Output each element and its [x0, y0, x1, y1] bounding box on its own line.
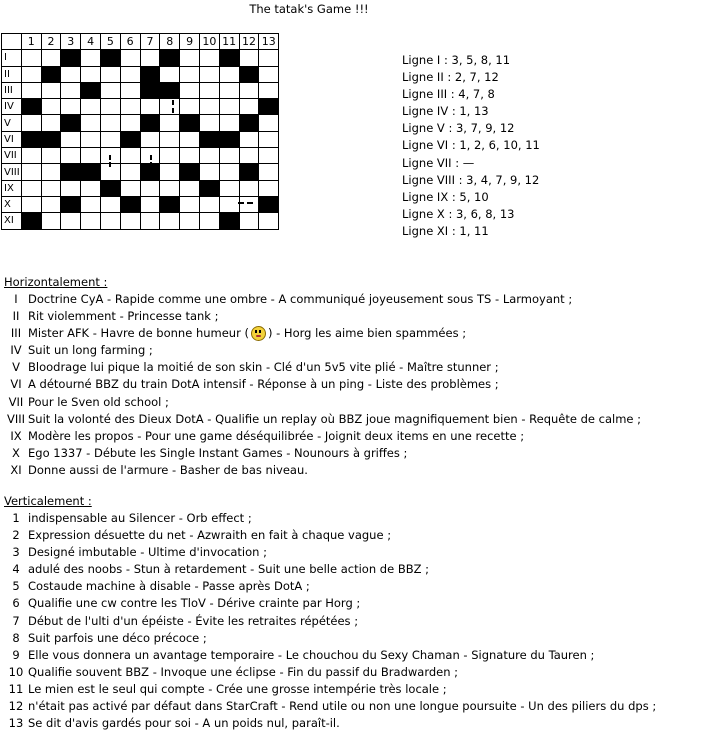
- clue-item: [4, 715, 656, 732]
- grid-cell[interactable]: [100, 115, 120, 131]
- clue-item: [4, 647, 656, 664]
- grid-cell[interactable]: [140, 131, 160, 147]
- black-cell: [219, 131, 239, 147]
- clue-item: [4, 664, 656, 681]
- dash-separator: [172, 108, 174, 113]
- grid-cell[interactable]: [239, 180, 259, 196]
- clue-number: VIII: [6, 411, 26, 426]
- grid-cell[interactable]: [239, 82, 259, 98]
- grid-cell[interactable]: [41, 213, 61, 229]
- clue-text: Mister AFK - Havre de bonne humeur (: [28, 326, 249, 341]
- clue-number: 5: [12, 579, 20, 594]
- clue-text: Le mien est le seul qui compte - Crée une grosse intempérie très locale ;: [28, 681, 447, 696]
- clue-text: Suit parfois une déco précoce ;: [28, 630, 207, 645]
- black-cell: [180, 115, 200, 131]
- grid-cell[interactable]: [180, 131, 200, 147]
- clue-item: [4, 411, 641, 428]
- black-cell: [61, 164, 81, 180]
- clue-number: 13: [8, 716, 24, 731]
- clue-text: Qualifie une cw contre les TloV - Dérive crainte par Horg ;: [28, 596, 361, 611]
- clue-number: 3: [12, 545, 20, 560]
- clue-item: [4, 527, 656, 544]
- grid-cell[interactable]: [239, 131, 259, 147]
- black-cell: [81, 82, 101, 98]
- clue-text: Modère les propos - Pour une game déséquilibrée - Joignit deux items en une recette ;: [28, 428, 525, 443]
- grid-cell[interactable]: [81, 131, 101, 147]
- clue-text: Suit un long farming ;: [28, 343, 153, 358]
- column-header: 9: [180, 34, 200, 50]
- clue-number: 8: [12, 630, 20, 645]
- row-header: II: [2, 66, 22, 82]
- row-header: III: [2, 82, 22, 98]
- row-header: X: [2, 196, 22, 212]
- grid-cell[interactable]: [259, 50, 279, 66]
- grid-cell[interactable]: [100, 213, 120, 229]
- black-cell: [219, 50, 239, 66]
- clue-number: 6: [12, 596, 20, 611]
- clue-item: [4, 578, 656, 595]
- column-header: 8: [160, 34, 180, 50]
- grid-cell[interactable]: [180, 99, 200, 115]
- grid-cell[interactable]: [81, 115, 101, 131]
- column-header: 6: [120, 34, 140, 50]
- black-cell: [259, 99, 279, 115]
- clue-item: [4, 359, 641, 376]
- grid-cell[interactable]: [180, 66, 200, 82]
- black-cell: [81, 164, 101, 180]
- ligne-item: Ligne X : 3, 6, 8, 13: [402, 206, 515, 221]
- row-header: VII: [2, 148, 22, 164]
- grid-cell[interactable]: [180, 50, 200, 66]
- grid-cell[interactable]: [259, 66, 279, 82]
- clue-item: [4, 544, 656, 561]
- grid-cell[interactable]: [120, 66, 140, 82]
- clue-number: X: [12, 445, 20, 460]
- black-cell: [21, 213, 41, 229]
- grid-cell[interactable]: [140, 196, 160, 212]
- ligne-item: Ligne I : 3, 5, 8, 11: [402, 53, 511, 67]
- black-cell: [21, 131, 41, 147]
- column-header: 3: [61, 34, 81, 50]
- grid-cell[interactable]: [219, 82, 239, 98]
- clue-item: [4, 445, 641, 462]
- clue-item: [4, 630, 656, 647]
- grid-cell[interactable]: [120, 82, 140, 98]
- grid-cell[interactable]: [120, 115, 140, 131]
- grid-cell[interactable]: [21, 180, 41, 196]
- clue-text: Doctrine CyA - Rapide comme une ombre - A communiqué joyeusement sous TS - Larmoyant ;: [28, 292, 573, 306]
- clue-number: VI: [10, 377, 22, 392]
- grid-cell[interactable]: [81, 180, 101, 196]
- grid-cell[interactable]: [219, 66, 239, 82]
- clue-number: I: [14, 292, 18, 306]
- grid-cell[interactable]: [61, 213, 81, 229]
- grid-cell[interactable]: [259, 164, 279, 180]
- crossword-grid: [1, 33, 279, 230]
- grid-cell[interactable]: [41, 180, 61, 196]
- grid-cell[interactable]: [41, 82, 61, 98]
- grid-cell[interactable]: [81, 66, 101, 82]
- grid-cell[interactable]: [61, 148, 81, 164]
- smiley-face-icon: [251, 326, 266, 341]
- clue-item: [4, 428, 641, 445]
- row-header: VIII: [2, 164, 22, 180]
- grid-cell[interactable]: [140, 50, 160, 66]
- grid-cell[interactable]: [180, 213, 200, 229]
- grid-cell[interactable]: [219, 164, 239, 180]
- grid-cell[interactable]: [259, 82, 279, 98]
- grid-cell[interactable]: [120, 180, 140, 196]
- clue-number: VII: [8, 394, 24, 409]
- grid-cell[interactable]: [61, 99, 81, 115]
- grid-cell[interactable]: [61, 180, 81, 196]
- grid-cell[interactable]: [120, 99, 140, 115]
- dash-separator: [150, 155, 152, 160]
- column-header: 5: [100, 34, 120, 50]
- grid-cell[interactable]: [41, 164, 61, 180]
- clue-text: n'était pas activé par défaut dans StarCraft - Rend utile ou non une longue poursuite - Un des piliers du dps ;: [28, 699, 657, 714]
- black-cell: [140, 115, 160, 131]
- grid-cell[interactable]: [199, 82, 219, 98]
- grid-cell[interactable]: [239, 196, 259, 212]
- dash-separator: [247, 202, 253, 204]
- grid-cell[interactable]: [100, 66, 120, 82]
- grid-cell[interactable]: [239, 213, 259, 229]
- black-cell: [61, 196, 81, 212]
- clue-number: 11: [8, 681, 24, 696]
- black-cell: [199, 131, 219, 147]
- black-cell: [61, 115, 81, 131]
- grid-cell[interactable]: [21, 196, 41, 212]
- grid-cell[interactable]: [199, 50, 219, 66]
- clue-number: IX: [10, 428, 22, 443]
- ligne-item: Ligne V : 3, 7, 9, 12: [402, 121, 515, 136]
- grid-cell[interactable]: [120, 50, 140, 66]
- grid-cell[interactable]: [180, 180, 200, 196]
- black-cell: [41, 131, 61, 147]
- clue-item: [4, 394, 641, 411]
- grid-cell[interactable]: [180, 148, 200, 164]
- horizontal-clues: [4, 274, 641, 479]
- black-cell: [61, 50, 81, 66]
- grid-cell[interactable]: [239, 50, 259, 66]
- grid-cell[interactable]: [180, 196, 200, 212]
- grid-cell[interactable]: [100, 82, 120, 98]
- page-title: The tatak's Game !!!: [249, 2, 369, 16]
- vertical-clues: [4, 493, 656, 732]
- grid-cell[interactable]: [160, 164, 180, 180]
- clue-item: [4, 291, 641, 308]
- ligne-item: Ligne XI : 1, 11: [402, 223, 489, 238]
- grid-cell[interactable]: [199, 148, 219, 164]
- grid-cell[interactable]: [199, 99, 219, 115]
- grid-cell[interactable]: [81, 50, 101, 66]
- grid-cell[interactable]: [219, 180, 239, 196]
- clue-number: III: [10, 326, 22, 341]
- clue-item: [4, 698, 656, 715]
- grid-cell[interactable]: [100, 99, 120, 115]
- grid-cell[interactable]: [160, 99, 180, 115]
- grid-cell[interactable]: [199, 196, 219, 212]
- dash-separator: [150, 162, 152, 167]
- clue-number: 9: [12, 647, 20, 662]
- clue-text: Suit la volonté des Dieux DotA - Qualifie un replay où BBZ joue magnifiquement bien - Requête de calme ;: [28, 411, 641, 426]
- grid-cell[interactable]: [239, 99, 259, 115]
- grid-cell[interactable]: [160, 66, 180, 82]
- row-header: XI: [2, 213, 22, 229]
- clue-item: [4, 681, 656, 698]
- black-cell: [239, 115, 259, 131]
- clue-item: [4, 510, 656, 527]
- black-cell: [199, 180, 219, 196]
- ligne-item: Ligne VII : —: [402, 155, 475, 170]
- ligne-item: Ligne VI : 1, 2, 6, 10, 11: [402, 138, 540, 153]
- clue-text: Se dit d'avis gardés pour soi - A un poids nul, paraît-il.: [28, 716, 340, 731]
- vertical-heading: Verticalement :: [4, 494, 92, 508]
- grid-cell[interactable]: [41, 99, 61, 115]
- row-header: IX: [2, 180, 22, 196]
- grid-cell[interactable]: [41, 50, 61, 66]
- horizontal-heading: Horizontalement :: [4, 275, 108, 289]
- grid-cell[interactable]: [140, 180, 160, 196]
- black-cell: [120, 131, 140, 147]
- grid-cell[interactable]: [41, 196, 61, 212]
- grid-cell[interactable]: [61, 66, 81, 82]
- dash-separator: [109, 162, 111, 167]
- grid-cell[interactable]: [81, 99, 101, 115]
- clue-text: A détourné BBZ du train DotA intensif - Réponse à un ping - Liste des problèmes ;: [28, 377, 499, 392]
- black-cell: [239, 66, 259, 82]
- column-header: 4: [81, 34, 101, 50]
- black-cell: [21, 99, 41, 115]
- clue-text: Rit violemment - Princesse tank ;: [28, 309, 219, 324]
- grid-cell[interactable]: [21, 82, 41, 98]
- grid-cell[interactable]: [259, 213, 279, 229]
- grid-cell[interactable]: [21, 164, 41, 180]
- black-cell: [120, 196, 140, 212]
- clue-text: Donne aussi de l'armure - Basher de bas niveau.: [28, 462, 308, 477]
- black-cell: [239, 164, 259, 180]
- grid-cell[interactable]: [81, 148, 101, 164]
- clue-text-continued: ) - Horg les aime bien spammées ;: [267, 326, 467, 341]
- grid-cell[interactable]: [259, 115, 279, 131]
- clue-number: IV: [10, 343, 22, 358]
- black-cell: [100, 50, 120, 66]
- grid-cell[interactable]: [81, 196, 101, 212]
- grid-cell[interactable]: [160, 115, 180, 131]
- clue-text: Expression désuette du net - Azwraith en fait à chaque vague ;: [28, 528, 392, 543]
- ligne-item: Ligne VIII : 3, 4, 7, 9, 12: [402, 172, 540, 187]
- black-cell: [180, 164, 200, 180]
- black-cell: [259, 196, 279, 212]
- clue-number: II: [12, 309, 20, 324]
- clue-text: Pour le Sven old school ;: [28, 394, 169, 409]
- clue-item: [4, 613, 656, 630]
- grid-cell[interactable]: [160, 213, 180, 229]
- grid-cell[interactable]: [219, 148, 239, 164]
- column-header: 7: [140, 34, 160, 50]
- black-cell: [160, 50, 180, 66]
- grid-cell[interactable]: [160, 131, 180, 147]
- row-header: VI: [2, 131, 22, 147]
- clue-number: 10: [8, 664, 24, 679]
- grid-cell[interactable]: [120, 213, 140, 229]
- ligne-item: Ligne IV : 1, 13: [402, 104, 489, 119]
- clue-number: V: [12, 360, 20, 375]
- grid-cell[interactable]: [219, 196, 239, 212]
- grid-cell[interactable]: [160, 148, 180, 164]
- grid-cell[interactable]: [140, 213, 160, 229]
- grid-cell[interactable]: [160, 180, 180, 196]
- column-header: 2: [41, 34, 61, 50]
- grid-cell[interactable]: [41, 148, 61, 164]
- grid-cell[interactable]: [259, 180, 279, 196]
- row-header: IV: [2, 99, 22, 115]
- clue-item: [4, 308, 641, 325]
- dash-separator: [109, 155, 111, 160]
- clue-text: indispensable au Silencer - Orb effect ;: [28, 511, 252, 525]
- clue-item: [4, 342, 641, 359]
- row-header: I: [2, 50, 22, 66]
- grid-cell[interactable]: [21, 148, 41, 164]
- column-header: 12: [239, 34, 259, 50]
- grid-cell[interactable]: [100, 131, 120, 147]
- grid-corner-cell: [2, 34, 22, 50]
- grid-cell[interactable]: [180, 82, 200, 98]
- grid-cell[interactable]: [21, 66, 41, 82]
- grid-cell[interactable]: [199, 115, 219, 131]
- clue-text: Elle vous donnera un avantage temporaire - Le chouchou du Sexy Chaman - Signature du Tauren ;: [28, 647, 595, 662]
- grid-cell[interactable]: [199, 213, 219, 229]
- black-cells-list: [402, 52, 540, 240]
- clue-item: [4, 376, 641, 393]
- clue-text: Costaude machine à disable - Passe après DotA ;: [28, 579, 310, 594]
- grid-cell[interactable]: [199, 66, 219, 82]
- clue-text: Bloodrage lui pique la moitié de son skin - Clé d'un 5v5 vite plié - Maître stunner ;: [28, 360, 499, 375]
- clue-item: [4, 595, 656, 612]
- grid-cell[interactable]: [21, 115, 41, 131]
- dash-separator: [172, 100, 174, 105]
- black-cell: [41, 66, 61, 82]
- grid-cell[interactable]: [239, 148, 259, 164]
- clue-number: XI: [10, 462, 22, 477]
- grid-cell[interactable]: [21, 50, 41, 66]
- ligne-item: Ligne III : 4, 7, 8: [402, 87, 495, 102]
- grid-cell[interactable]: [259, 131, 279, 147]
- grid-cell[interactable]: [219, 115, 239, 131]
- black-cell: [219, 213, 239, 229]
- clue-text: adulé des noobs - Stun à retardement - Suit une belle action de BBZ ;: [28, 562, 430, 577]
- black-cell: [160, 196, 180, 212]
- column-header: 10: [199, 34, 219, 50]
- grid-cell[interactable]: [140, 99, 160, 115]
- clue-item: [4, 325, 641, 342]
- clue-number: 12: [8, 699, 24, 714]
- clue-text: Designé imbutable - Ultime d'invocation ;: [28, 545, 267, 560]
- clue-item: [4, 462, 641, 479]
- clue-number: 7: [12, 613, 20, 628]
- clue-text: Ego 1337 - Débute les Single Instant Games - Nounours à griffes ;: [28, 445, 408, 460]
- ligne-item: Ligne IX : 5, 10: [402, 189, 489, 204]
- grid-cell[interactable]: [120, 148, 140, 164]
- grid-cell[interactable]: [61, 82, 81, 98]
- column-header: 1: [21, 34, 41, 50]
- black-cell: [100, 180, 120, 196]
- grid-cell[interactable]: [199, 164, 219, 180]
- row-header: V: [2, 115, 22, 131]
- clue-number: 2: [12, 528, 20, 543]
- grid-cell[interactable]: [259, 148, 279, 164]
- ligne-item: Ligne II : 2, 7, 12: [402, 70, 499, 85]
- dash-separator: [238, 202, 244, 204]
- grid-cell[interactable]: [219, 99, 239, 115]
- clue-text: Qualifie souvent BBZ - Invoque une éclipse - Fin du passif du Bradwarden ;: [28, 664, 459, 679]
- black-cell: [140, 66, 160, 82]
- black-cell: [140, 82, 160, 98]
- grid-cell[interactable]: [41, 115, 61, 131]
- clue-number: 1: [12, 511, 20, 525]
- column-header: 11: [219, 34, 239, 50]
- clue-number: 4: [12, 562, 20, 577]
- column-header: 13: [259, 34, 279, 50]
- clue-text: Début de l'ulti d'un épéiste - Évite les retraites répétées ;: [28, 613, 359, 628]
- grid-cell[interactable]: [61, 131, 81, 147]
- grid-cell[interactable]: [120, 164, 140, 180]
- black-cell: [160, 82, 180, 98]
- grid-cell[interactable]: [100, 196, 120, 212]
- clue-item: [4, 561, 656, 578]
- grid-cell[interactable]: [81, 213, 101, 229]
